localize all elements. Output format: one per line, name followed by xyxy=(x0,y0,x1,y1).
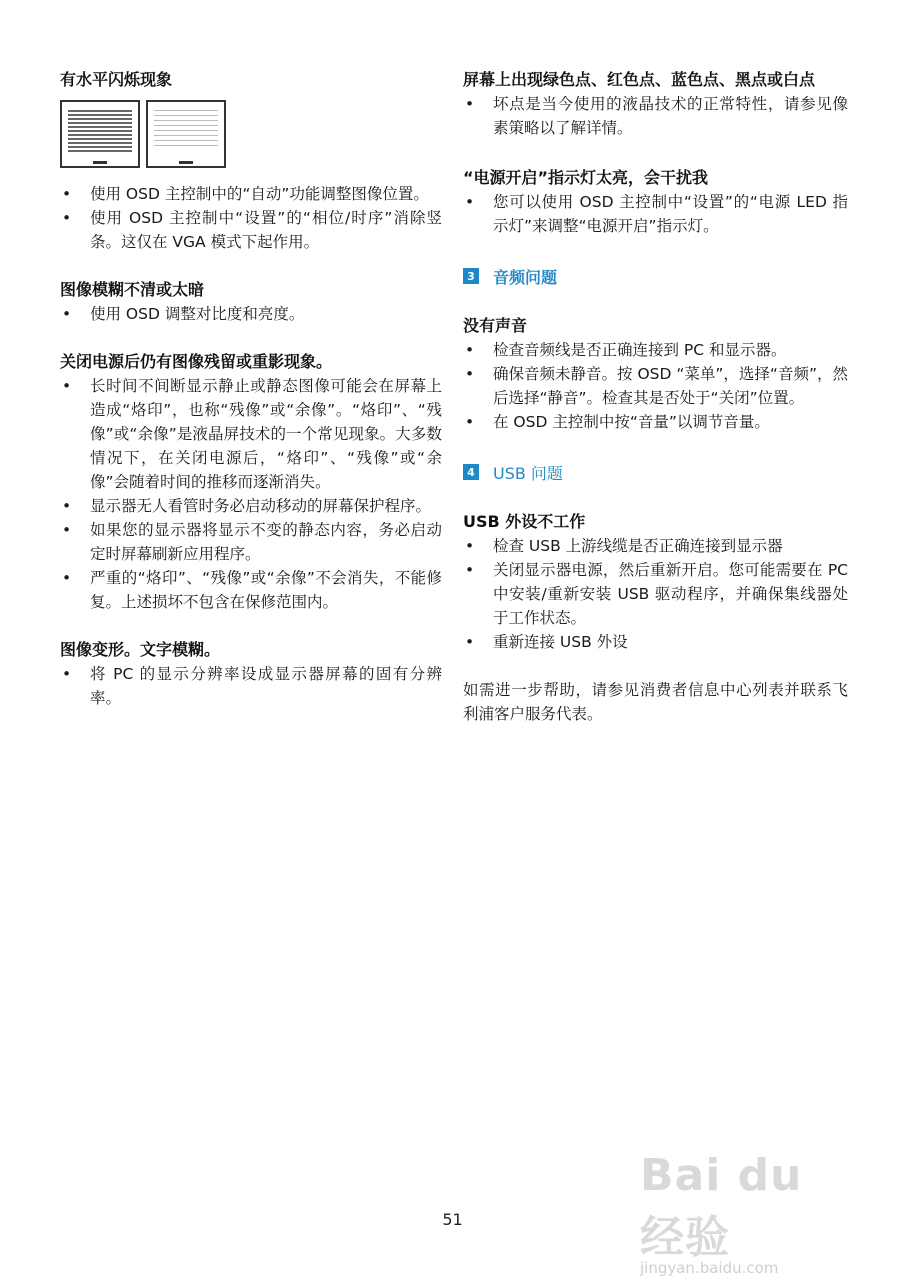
screen-after-image xyxy=(146,100,226,168)
list-item: • 您可以使用 OSD 主控制中“设置”的“电源 LED 指示灯”来调整“电源开启”指示灯。 xyxy=(463,190,848,238)
pixel-solutions xyxy=(463,92,848,140)
section-number-badge: 3 xyxy=(463,268,479,284)
watermark-url: jingyan.baidu.com xyxy=(640,1259,779,1277)
watermark-logo-text: Bai du 经验 xyxy=(640,1150,803,1263)
list-item: • 使用 OSD 主控制中的“自动”功能调整图像位置。 xyxy=(60,182,442,206)
list-item: • 检查 USB 上游线缆是否正确连接到显示器 xyxy=(463,534,848,558)
heading-usb-not-working: USB 外设不工作 xyxy=(463,512,586,531)
list-item: • 使用 OSD 调整对比度和亮度。 xyxy=(60,302,442,326)
heading-power-led: “电源开启”指示灯太亮，会干扰我 xyxy=(463,168,709,187)
page-number: 51 xyxy=(442,1210,463,1229)
usb-solutions xyxy=(463,534,848,654)
baidu-watermark xyxy=(640,1150,850,1277)
section-title: USB 问题 xyxy=(493,463,563,483)
list-item: • 检查音频线是否正确连接到 PC 和显示器。 xyxy=(463,338,848,362)
list-item: • 坏点是当今使用的液晶技术的正常特性，请参见像素策略以了解详情。 xyxy=(463,92,848,140)
list-item: • 使用 OSD 主控制中“设置”的“相位/时序”消除竖条。这仅在 VGA 模式下起作用。 xyxy=(60,206,442,254)
list-item: • 显示器无人看管时务必启动移动的屏幕保护程序。 xyxy=(60,494,442,518)
power-led-solutions xyxy=(463,190,848,238)
screen-before-image xyxy=(60,100,140,168)
section-number-badge: 4 xyxy=(463,464,479,480)
list-item: • 如果您的显示器将显示不变的静态内容，务必启动定时屏幕刷新应用程序。 xyxy=(60,518,442,566)
closing-paragraph: 如需进一步帮助，请参见消费者信息中心列表并联系飞利浦客户服务代表。 xyxy=(463,681,848,723)
list-item: • 将 PC 的显示分辨率设成显示器屏幕的固有分辨率。 xyxy=(60,662,442,710)
left-column xyxy=(60,68,442,710)
list-item: • 严重的“烙印”、“残像”或“余像”不会消失，不能修复。上述损坏不包含在保修范围内。 xyxy=(60,566,442,614)
heading-distortion: 图像变形。文字模糊。 xyxy=(60,640,221,659)
list-item: • 重新连接 USB 外设 xyxy=(463,630,848,654)
list-item: • 关闭显示器电源，然后重新开启。您可能需要在 PC 中安装/重新安装 USB 驱动程序，并确保集线器处于工作状态。 xyxy=(463,558,848,630)
blurry-solutions xyxy=(60,302,442,326)
flicker-illustration xyxy=(60,100,442,168)
heading-image-retention: 关闭电源后仍有图像残留或重影现象。 xyxy=(60,352,333,371)
list-item: • 长时间不间断显示静止或静态图像可能会在屏幕上造成“烙印”，也称“残像”或“余像”。“烙印”、“残像”或“余像”是液晶屏技术的一个常见现象。大多数情况下，在关闭电源后，“烙印”、“残像”或“余像”会随着时间的推移而逐渐消失。 xyxy=(60,374,442,494)
section-audio-header xyxy=(463,264,848,288)
list-item: • 在 OSD 主控制中按“音量”以调节音量。 xyxy=(463,410,848,434)
section-usb-header xyxy=(463,460,848,484)
right-column xyxy=(463,68,848,726)
audio-solutions xyxy=(463,338,848,434)
heading-no-sound: 没有声音 xyxy=(463,316,528,335)
list-item: • 确保音频未静音。按 OSD “菜单”，选择“音频”，然后选择“静音”。检查其是否处于“关闭”位置。 xyxy=(463,362,848,410)
distortion-solutions xyxy=(60,662,442,710)
heading-horizontal-flicker: 有水平闪烁现象 xyxy=(60,70,173,89)
section-title: 音频问题 xyxy=(493,267,558,287)
heading-dead-pixels: 屏幕上出现绿色点、红色点、蓝色点、黑点或白点 xyxy=(463,70,816,89)
retention-solutions xyxy=(60,374,442,614)
heading-blurry-dark: 图像模糊不清或太暗 xyxy=(60,280,205,299)
flicker-solutions xyxy=(60,182,442,254)
